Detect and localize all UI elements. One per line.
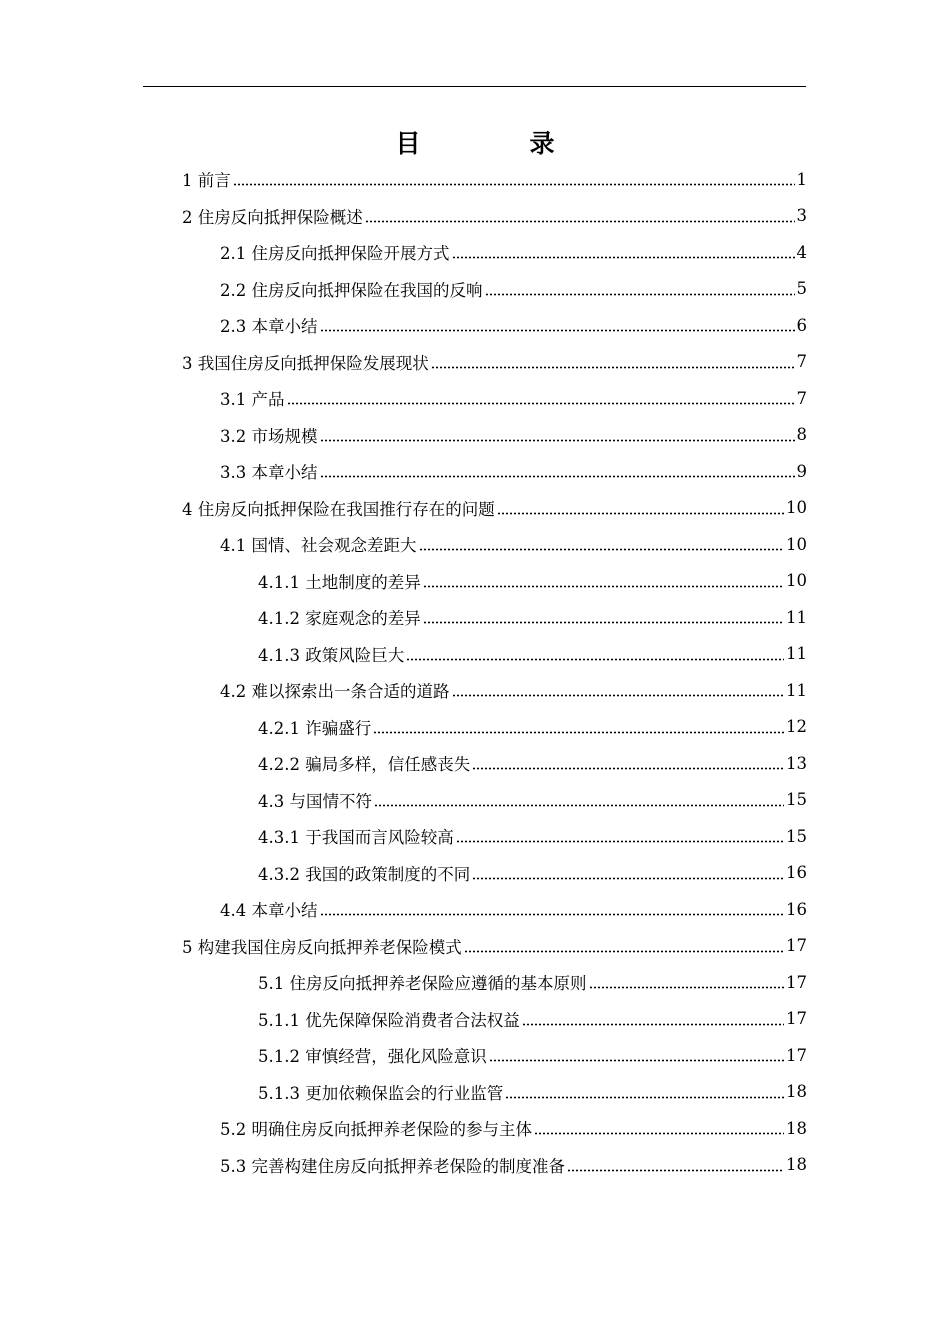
toc-entry[interactable] bbox=[182, 490, 807, 526]
toc-entry-label: 5.1.1 优先保障保险消费者合法权益 bbox=[258, 1010, 520, 1030]
toc-entry[interactable] bbox=[220, 1110, 807, 1146]
toc-dot-leader bbox=[456, 840, 784, 843]
toc-entry-page: 11 bbox=[786, 680, 807, 700]
toc-entry[interactable] bbox=[258, 964, 807, 1000]
toc-entry-page: 3 bbox=[796, 206, 807, 225]
toc-entry[interactable] bbox=[258, 782, 807, 818]
page-title: 目 录 bbox=[395, 129, 597, 158]
toc-entry-label: 4.3 与国情不符 bbox=[258, 791, 372, 811]
toc-entry-label: 4.1.2 家庭观念的差异 bbox=[258, 609, 421, 628]
toc-entry[interactable] bbox=[258, 818, 807, 854]
toc-entry-page: 17 bbox=[786, 972, 807, 992]
toc-entry[interactable] bbox=[220, 417, 807, 453]
toc-dot-leader bbox=[320, 913, 785, 916]
toc-dot-leader bbox=[373, 731, 784, 734]
toc-dot-leader bbox=[419, 548, 785, 551]
toc-entry-label: 4.1.1 土地制度的差异 bbox=[258, 572, 421, 592]
toc-dot-leader bbox=[452, 694, 785, 697]
toc-entry[interactable] bbox=[258, 855, 807, 891]
toc-dot-leader bbox=[589, 986, 785, 989]
toc-entry-label: 2.1 住房反向抵押保险开展方式 bbox=[220, 244, 450, 263]
toc-entry-page: 17 bbox=[786, 936, 807, 955]
toc-entry-page: 9 bbox=[796, 461, 807, 481]
header-rule bbox=[143, 86, 806, 87]
toc-entry-label: 2 住房反向抵押保险概述 bbox=[182, 207, 363, 227]
toc-dot-leader bbox=[320, 439, 795, 442]
toc-entry[interactable] bbox=[220, 380, 807, 416]
toc-entry-page: 7 bbox=[796, 388, 807, 408]
toc-entry-page: 11 bbox=[786, 644, 807, 663]
toc-dot-leader bbox=[233, 183, 795, 186]
toc-dot-leader bbox=[452, 256, 795, 259]
toc-entry-page: 12 bbox=[786, 717, 807, 736]
toc-entry-label: 5.2 明确住房反向抵押养老保险的参与主体 bbox=[220, 1120, 532, 1139]
toc-dot-leader bbox=[534, 1132, 784, 1135]
toc-entry-label: 4.2.2 骗局多样，信任感丧失 bbox=[258, 755, 471, 774]
toc-entry[interactable] bbox=[220, 672, 807, 708]
toc-entry-page: 7 bbox=[796, 352, 807, 371]
toc-entry-label: 5.1.3 更加依赖保监会的行业监管 bbox=[258, 1083, 504, 1103]
toc-entry[interactable] bbox=[258, 1037, 807, 1073]
toc-entry-label: 4.3.1 于我国而言风险较高 bbox=[258, 828, 454, 847]
toc-entry-label: 5.1 住房反向抵押养老保险应遵循的基本原则 bbox=[258, 974, 587, 993]
toc-entry-page: 18 bbox=[786, 1118, 807, 1138]
toc-dot-leader bbox=[287, 402, 795, 405]
toc-entry[interactable] bbox=[220, 891, 807, 927]
toc-dot-leader bbox=[464, 950, 784, 953]
toc-entry[interactable] bbox=[258, 709, 807, 745]
toc-entry-label: 5 构建我国住房反向抵押养老保险模式 bbox=[182, 937, 462, 957]
toc-entry[interactable] bbox=[220, 453, 807, 489]
toc-entry[interactable] bbox=[220, 271, 807, 307]
toc-entry-label: 4.3.2 我国的政策制度的不同 bbox=[258, 864, 471, 884]
toc-dot-leader bbox=[406, 658, 784, 661]
toc-entry[interactable] bbox=[258, 636, 807, 672]
toc-entry-page: 17 bbox=[786, 1045, 807, 1065]
toc-entry-page: 16 bbox=[786, 863, 807, 882]
toc-entry[interactable] bbox=[220, 1147, 807, 1183]
toc-entry-page: 15 bbox=[786, 826, 807, 846]
toc-entry-page: 5 bbox=[796, 279, 807, 298]
toc-entry[interactable] bbox=[182, 344, 807, 380]
toc-entry[interactable] bbox=[182, 198, 807, 234]
toc-entry-page: 18 bbox=[786, 1155, 807, 1174]
toc-entry-label: 4.2.1 诈骗盛行 bbox=[258, 718, 372, 738]
toc-dot-leader bbox=[320, 329, 795, 332]
toc-dot-leader bbox=[320, 475, 795, 478]
toc-dot-leader bbox=[365, 220, 795, 223]
toc-entry-label: 3 我国住房反向抵押保险发展现状 bbox=[182, 353, 429, 373]
toc-entry-page: 15 bbox=[786, 790, 807, 809]
toc-entry-label: 4.1.3 政策风险巨大 bbox=[258, 645, 405, 665]
toc-entry-label: 4.1 国情、社会观念差距大 bbox=[220, 536, 417, 555]
toc-dot-leader bbox=[497, 512, 784, 515]
toc-dot-leader bbox=[505, 1096, 784, 1099]
toc-entry[interactable] bbox=[258, 745, 807, 781]
toc-entry[interactable] bbox=[220, 307, 807, 343]
toc-entry-label: 2.2 住房反向抵押保险在我国的反响 bbox=[220, 280, 483, 300]
toc-entry-page: 4 bbox=[796, 242, 807, 262]
toc-dot-leader bbox=[423, 585, 784, 588]
toc-dot-leader bbox=[431, 366, 795, 369]
toc-dot-leader bbox=[472, 767, 784, 770]
toc-entry-page: 10 bbox=[786, 498, 807, 517]
toc-entry[interactable] bbox=[258, 1001, 807, 1037]
toc-entry-page: 6 bbox=[796, 315, 807, 335]
toc-entry[interactable] bbox=[258, 599, 807, 635]
toc-entry-label: 3.3 本章小结 bbox=[220, 463, 318, 482]
toc-entry-label: 5.1.2 审慎经营，强化风险意识 bbox=[258, 1047, 487, 1066]
toc-entry-label: 4 住房反向抵押保险在我国推行存在的问题 bbox=[182, 499, 495, 519]
toc-entry-label: 5.3 完善构建住房反向抵押养老保险的制度准备 bbox=[220, 1156, 565, 1176]
toc-dot-leader bbox=[489, 1059, 784, 1062]
toc-entry-page: 18 bbox=[786, 1082, 807, 1101]
toc-entry-label: 3.2 市场规模 bbox=[220, 426, 318, 446]
toc-dot-leader bbox=[374, 804, 784, 807]
toc-entry[interactable] bbox=[182, 161, 807, 197]
toc-dot-leader bbox=[485, 293, 795, 296]
toc-entry-label: 4.4 本章小结 bbox=[220, 901, 318, 920]
toc-entry[interactable] bbox=[220, 526, 807, 562]
toc-dot-leader bbox=[567, 1169, 784, 1172]
toc-entry-label: 2.3 本章小结 bbox=[220, 317, 318, 336]
toc-entry-page: 13 bbox=[786, 753, 807, 773]
toc-entry[interactable] bbox=[258, 1074, 807, 1110]
toc-entry-label: 3.1 产品 bbox=[220, 390, 285, 409]
toc-entry-page: 10 bbox=[786, 534, 807, 554]
toc-entry-page: 16 bbox=[786, 899, 807, 919]
toc-entry[interactable] bbox=[182, 928, 807, 964]
toc-entry-page: 10 bbox=[786, 571, 807, 590]
toc-entry[interactable] bbox=[258, 563, 807, 599]
toc-entry-label: 4.2 难以探索出一条合适的道路 bbox=[220, 682, 450, 701]
toc-entry-page: 1 bbox=[796, 169, 807, 189]
toc-entry[interactable] bbox=[220, 234, 807, 270]
toc-dot-leader bbox=[423, 621, 784, 624]
toc-dot-leader bbox=[472, 877, 784, 880]
toc-entry-page: 11 bbox=[786, 607, 807, 627]
toc-entry-page: 8 bbox=[796, 425, 807, 444]
toc-entry-label: 1 前言 bbox=[182, 171, 231, 190]
toc-dot-leader bbox=[522, 1023, 784, 1026]
toc-entry-page: 17 bbox=[786, 1009, 807, 1028]
